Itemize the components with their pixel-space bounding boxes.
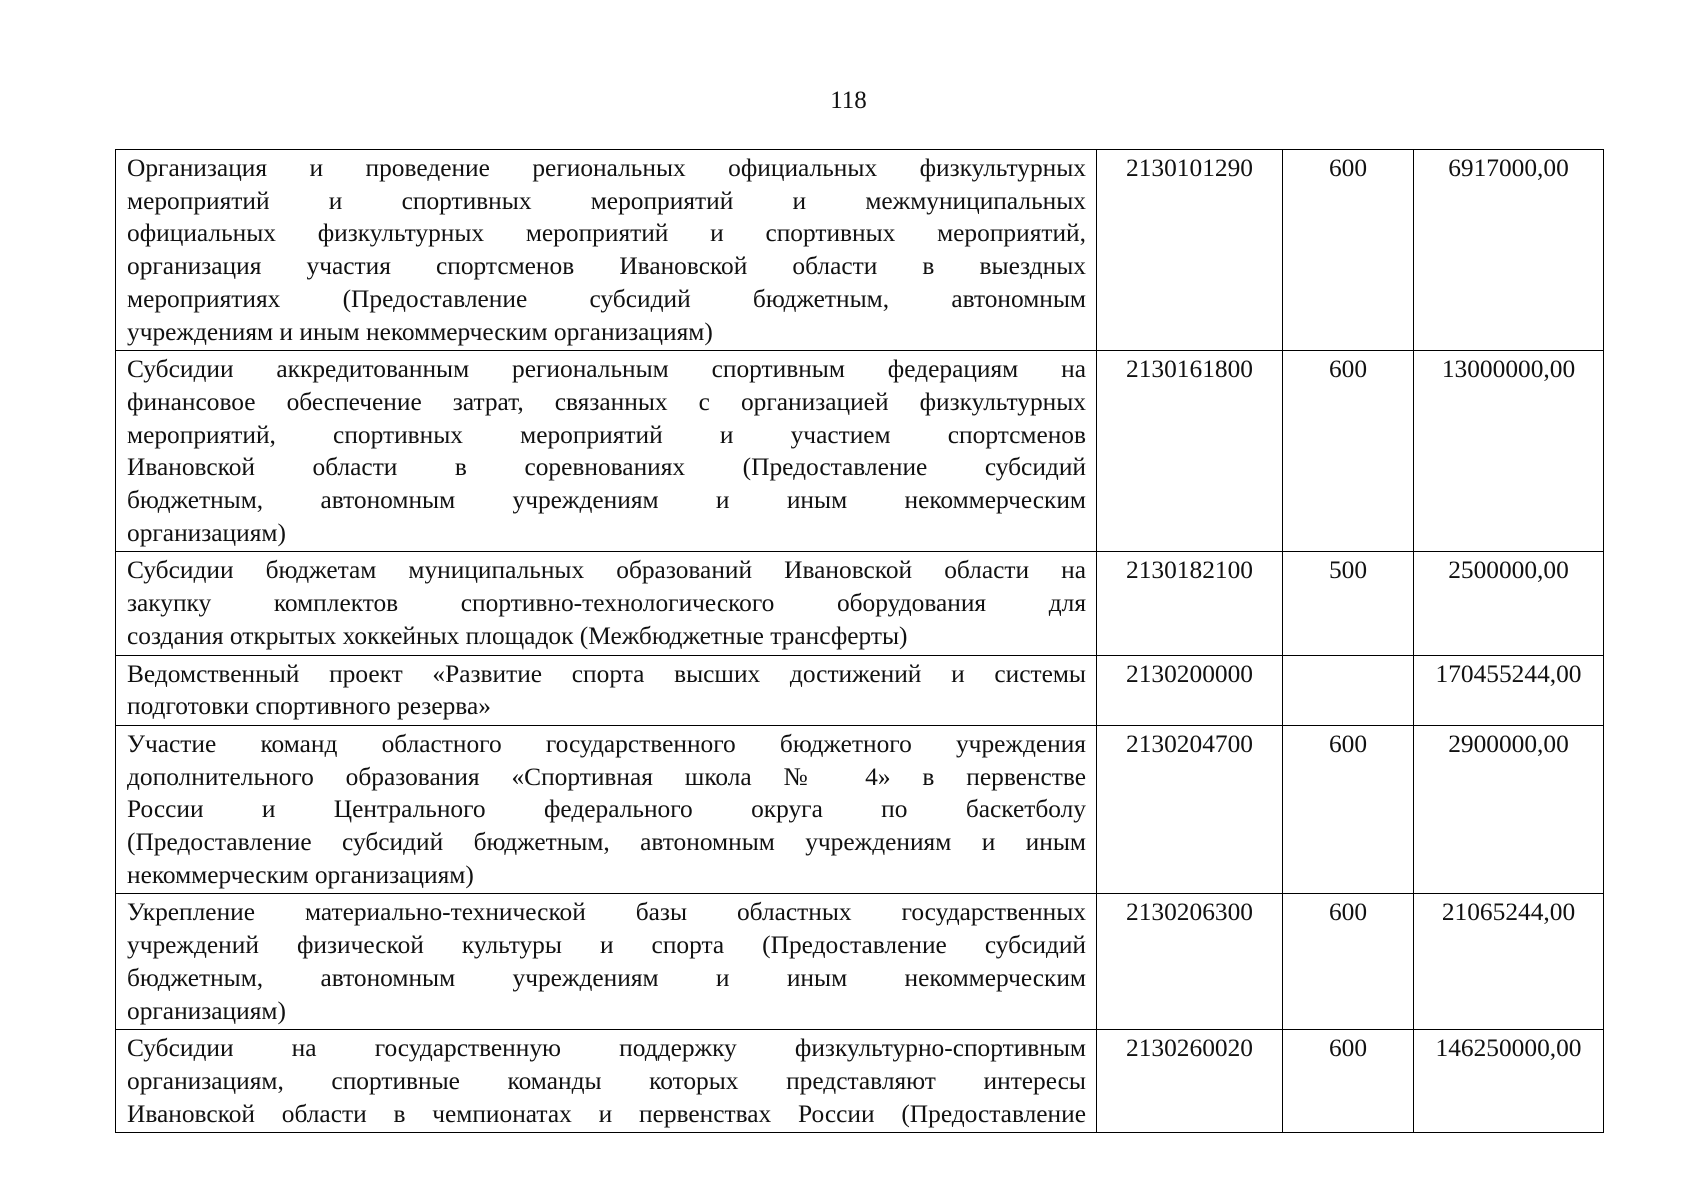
row-name-line: некоммерческим организациям) bbox=[127, 860, 474, 889]
row-name-line: России и Центрального федерального округа по баскетболу bbox=[127, 795, 1086, 824]
row-name-line: (Предоставление субсидий бюджетным, автономным учреждениям и иным bbox=[127, 828, 1086, 857]
row-sum-cell: 2900000,00 bbox=[1414, 725, 1604, 894]
page-number: 118 bbox=[830, 87, 867, 114]
budget-table bbox=[115, 149, 1604, 1133]
row-name-line: Ивановской области в чемпионатах и первенствах России (Предоставление bbox=[127, 1099, 1086, 1128]
row-type-cell: 600 bbox=[1283, 1030, 1414, 1133]
row-code-cell: 2130260020 bbox=[1097, 1030, 1283, 1133]
row-name-line: Участие команд областного государственного бюджетного учреждения bbox=[127, 729, 1086, 758]
row-name-line: Субсидии на государственную поддержку физкультурно-спортивным bbox=[127, 1034, 1086, 1063]
row-name-cell bbox=[116, 725, 1097, 894]
row-name-line: дополнительного образования «Спортивная школа № 4» в первенстве bbox=[127, 762, 1086, 791]
row-code-cell: 2130161800 bbox=[1097, 351, 1283, 552]
row-name-line: учреждениям и иным некоммерческим организациям) bbox=[127, 317, 713, 346]
row-name-line: создания открытых хоккейных площадок (Межбюджетные трансферты) bbox=[127, 621, 908, 650]
row-name-line: Организация и проведение региональных официальных физкультурных bbox=[127, 154, 1086, 182]
row-name-line: мероприятий и спортивных мероприятий и межмуниципальных bbox=[127, 186, 1086, 215]
row-name-cell bbox=[116, 655, 1097, 725]
row-name-line: бюджетным, автономным учреждениям и иным некоммерческим bbox=[127, 963, 1086, 992]
row-sum-cell: 21065244,00 bbox=[1414, 894, 1604, 1030]
row-sum-cell: 2500000,00 bbox=[1414, 552, 1604, 655]
table-row bbox=[116, 655, 1604, 725]
table-row bbox=[116, 552, 1604, 655]
row-type-cell: 500 bbox=[1283, 552, 1414, 655]
row-code-cell: 2130206300 bbox=[1097, 894, 1283, 1030]
row-name-cell bbox=[116, 552, 1097, 655]
row-code-cell: 2130182100 bbox=[1097, 552, 1283, 655]
row-sum-cell: 146250000,00 bbox=[1414, 1030, 1604, 1133]
row-name-line: Ведомственный проект «Развитие спорта высших достижений и системы bbox=[127, 659, 1086, 688]
row-name-cell bbox=[116, 150, 1097, 351]
row-name-cell bbox=[116, 351, 1097, 552]
row-name-line: официальных физкультурных мероприятий и спортивных мероприятий, bbox=[127, 219, 1086, 248]
row-name-line: организациям, спортивные команды которых представляют интересы bbox=[127, 1066, 1086, 1095]
row-name-line: Ивановской области в соревнованиях (Предоставление субсидий bbox=[127, 453, 1086, 482]
row-code-cell: 2130204700 bbox=[1097, 725, 1283, 894]
row-name-line: мероприятий, спортивных мероприятий и участием спортсменов bbox=[127, 420, 1086, 449]
row-name-line: бюджетным, автономным учреждениям и иным некоммерческим bbox=[127, 486, 1086, 515]
row-name-line: мероприятиях (Предоставление субсидий бюджетным, автономным bbox=[127, 284, 1086, 313]
table-row bbox=[116, 150, 1604, 351]
row-name-cell bbox=[116, 894, 1097, 1030]
table-row bbox=[116, 894, 1604, 1030]
table-row bbox=[116, 1030, 1604, 1133]
row-name-line: финансовое обеспечение затрат, связанных с организацией физкультурных bbox=[127, 387, 1086, 416]
row-type-cell: 600 bbox=[1283, 150, 1414, 351]
row-sum-cell: 13000000,00 bbox=[1414, 351, 1604, 552]
row-sum-cell: 6917000,00 bbox=[1414, 150, 1604, 351]
row-type-cell: 600 bbox=[1283, 894, 1414, 1030]
row-name-line: закупку комплектов спортивно-технологического оборудования для bbox=[127, 589, 1086, 618]
row-type-cell bbox=[1283, 655, 1414, 725]
row-code-cell: 2130200000 bbox=[1097, 655, 1283, 725]
table-row bbox=[116, 351, 1604, 552]
row-name-cell bbox=[116, 1030, 1097, 1133]
row-type-cell: 600 bbox=[1283, 351, 1414, 552]
row-type-cell: 600 bbox=[1283, 725, 1414, 894]
row-name-line: подготовки спортивного резерва» bbox=[127, 692, 491, 721]
table-row bbox=[116, 725, 1604, 894]
row-code-cell: 2130101290 bbox=[1097, 150, 1283, 351]
row-name-line: организациям) bbox=[127, 996, 286, 1025]
row-name-line: организациям) bbox=[127, 518, 286, 547]
row-name-line: Укрепление материально-технической базы областных государственных bbox=[127, 898, 1086, 927]
row-name-line: Субсидии аккредитованным региональным спортивным федерациям на bbox=[127, 355, 1086, 384]
row-name-line: организация участия спортсменов Ивановской области в выездных bbox=[127, 252, 1086, 281]
row-name-line: Субсидии бюджетам муниципальных образований Ивановской области на bbox=[127, 556, 1086, 585]
row-name-line: учреждений физической культуры и спорта (Предоставление субсидий bbox=[127, 931, 1086, 960]
row-sum-cell: 170455244,00 bbox=[1414, 655, 1604, 725]
